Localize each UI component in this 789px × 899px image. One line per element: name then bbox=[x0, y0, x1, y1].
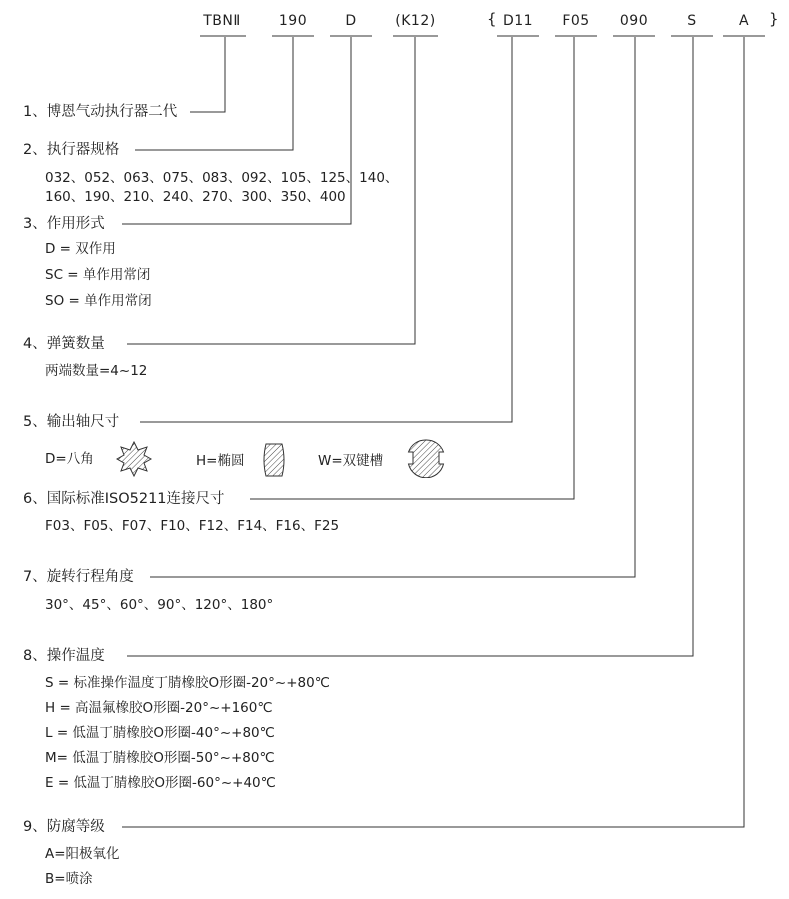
open-brace: { bbox=[487, 10, 497, 28]
code-angle: 090 bbox=[619, 13, 649, 29]
section-8-line-4: M= 低温丁腈橡胶O形圈-50°~+80℃ bbox=[45, 750, 275, 766]
section-2-line-2: 160、190、210、240、270、300、350、400 bbox=[45, 189, 346, 205]
section-3-line-3: SO = 单作用常闭 bbox=[45, 293, 152, 309]
shaft-type-keyway-label: W=双键槽 bbox=[318, 453, 384, 469]
section-7-heading: 7、旋转行程角度 bbox=[23, 568, 140, 586]
section-9-line-2: B=喷涂 bbox=[45, 871, 93, 887]
section-4-heading: 4、弹簧数量 bbox=[23, 335, 111, 353]
connector-line-1 bbox=[190, 37, 225, 112]
code-flange: F05 bbox=[562, 13, 590, 29]
code-series: TBNⅡ bbox=[203, 13, 241, 29]
octagon-shaft-icon bbox=[115, 440, 153, 478]
connector-line-8 bbox=[127, 37, 693, 656]
section-9-line-1: A=阳极氧化 bbox=[45, 846, 120, 862]
connector-line-2 bbox=[135, 37, 293, 150]
section-2-heading: 2、执行器规格 bbox=[23, 141, 125, 159]
code-action: D bbox=[345, 13, 357, 29]
section-3-heading: 3、作用形式 bbox=[23, 215, 111, 233]
double-keyway-shaft-icon bbox=[405, 438, 447, 478]
code-springs: (K12) bbox=[395, 13, 436, 29]
oval-shaft-icon bbox=[261, 442, 287, 478]
section-6-line-1: F03、F05、F07、F10、F12、F14、F16、F25 bbox=[45, 518, 340, 534]
section-8-line-3: L = 低温丁腈橡胶O形圈-40°~+80℃ bbox=[45, 725, 275, 741]
shaft-type-oval-label: H=椭圆 bbox=[196, 453, 245, 469]
code-temperature: S bbox=[687, 13, 697, 29]
section-9-heading: 9、防腐等级 bbox=[23, 818, 111, 836]
section-2-line-1: 032、052、063、075、083、092、105、125、140、 bbox=[45, 170, 399, 186]
section-5-heading: 5、输出轴尺寸 bbox=[23, 413, 125, 431]
section-6-heading: 6、国际标准ISO5211连接尺寸 bbox=[23, 490, 231, 508]
section-3-line-2: SC = 单作用常闭 bbox=[45, 267, 151, 283]
close-brace: } bbox=[769, 10, 779, 28]
section-1-heading: 1、博恩气动执行器二代 bbox=[23, 103, 183, 121]
connector-line-6 bbox=[250, 37, 574, 499]
code-coating: A bbox=[738, 13, 750, 29]
shaft-type-octagon-label: D=八角 bbox=[45, 451, 94, 467]
section-4-line-1: 两端数量=4~12 bbox=[45, 363, 148, 379]
connector-line-5 bbox=[140, 37, 512, 422]
code-shaft: D11 bbox=[502, 13, 534, 29]
section-7-line-1: 30°、45°、60°、90°、120°、180° bbox=[45, 597, 274, 613]
section-8-line-5: E = 低温丁腈橡胶O形圈-60°~+40℃ bbox=[45, 775, 276, 791]
section-3-line-1: D = 双作用 bbox=[45, 241, 116, 257]
section-8-line-2: H = 高温氟橡胶O形圈-20°~+160℃ bbox=[45, 700, 273, 716]
section-8-heading: 8、操作温度 bbox=[23, 647, 111, 665]
code-size: 190 bbox=[278, 13, 308, 29]
section-8-line-1: S = 标准操作温度丁腈橡胶O形圈-20°~+80℃ bbox=[45, 675, 330, 691]
